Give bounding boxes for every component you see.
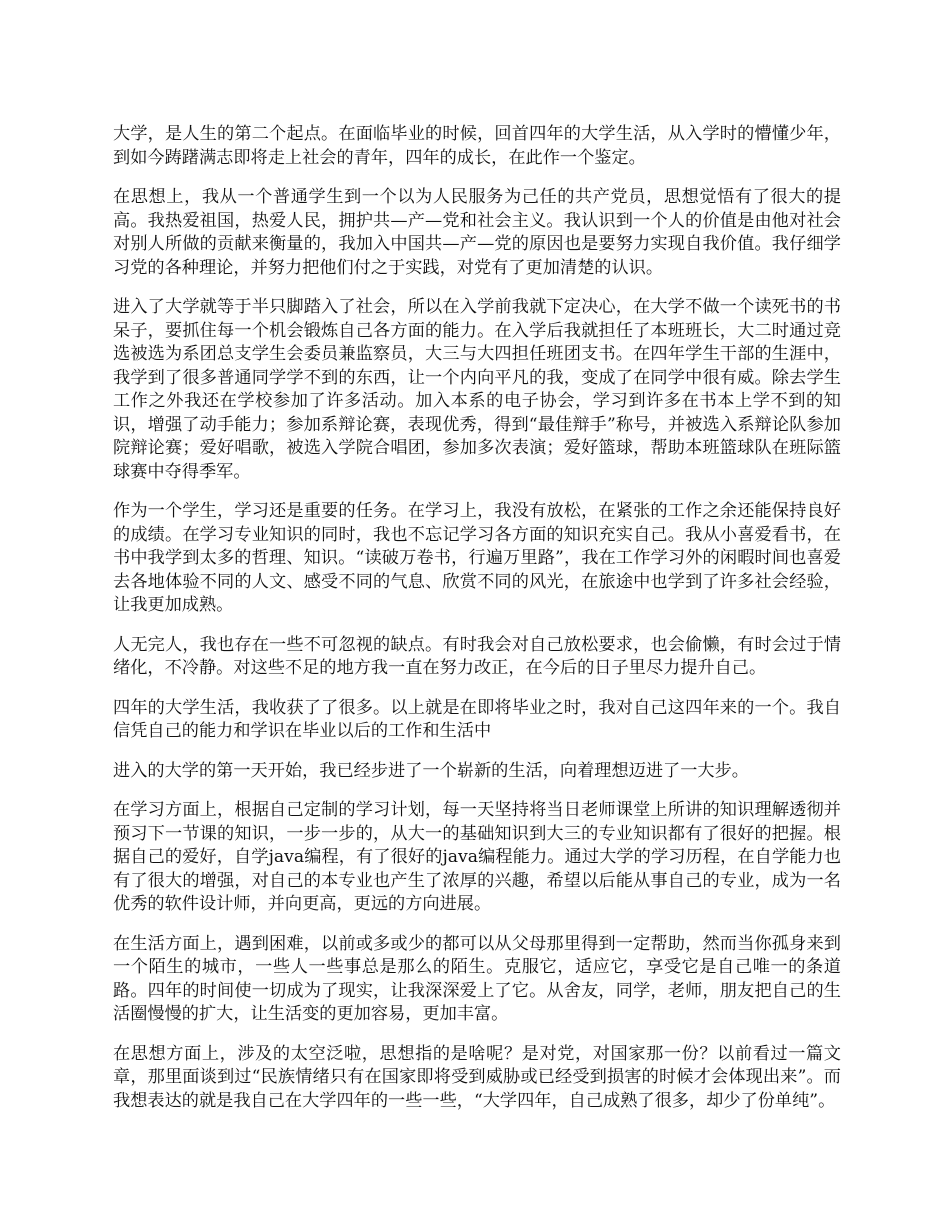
document-body	[113, 123, 841, 1129]
paragraph-6: 四年的大学生活，我收获了了很多。以上就是在即将毕业之时，我对自己这四年来的一个。我自信凭自己的能力和学识在毕业以后的工作和生活中	[113, 697, 841, 741]
paragraph-1: 大学，是人生的第二个起点。在面临毕业的时候，回首四年的大学生活，从入学时的懵懂少年，到如今踌躇满志即将走上社会的青年，四年的成长，在此作一个鉴定。	[113, 124, 841, 168]
paragraph-3: 进入了大学就等于半只脚踏入了社会，所以在入学前我就下定决心，在大学不做一个读死书的书呆子，要抓住每一个机会锻炼自己各方面的能力。在入学后我就担任了本班班长，大二时通过竞选被选为系团总支学生会委员兼监察员，大三与大四担任班团支书。在四年学生干部的生涯中，我学到了很多普通同学学不到的东西，让一个内向平凡的我，变成了在同学中很有威。除去学生工作之外我还在学校参加了许多活动。加入本系的电子协会，学习到许多在书本上学不到的知识，增强了动手能力；参加系辩论赛，表现优秀，得到“最佳辩手”称号，并被选入系辩论队参加院辩论赛；爱好唱歌，被选入学院合唱团，参加多次表演；爱好篮球，帮助本班篮球队在班际篮球赛中夺得季军。	[113, 297, 841, 482]
paragraph-9: 在生活方面上，遇到困难，以前或多或少的都可以从父母那里得到一定帮助，然而当你孤身来到一个陌生的城市，一些人一些事总是那么的陌生。克服它，适应它，享受它是自己唯一的条道路。四年的时间使一切成为了现实，让我深深爱上了它。从舍友，同学，老师，朋友把自己的生活圈慢慢的扩大，让生活变的更加容易，更加丰富。	[113, 933, 841, 1024]
paragraph-10: 在思想方面上，涉及的太空泛啦，思想指的是啥呢？是对党，对国家那一份？以前看过一篇文章，那里面谈到过“民族情绪只有在国家即将受到威胁或已经受到损害的时候才会体现出来”。而我想表达的就是我自己在大学四年的一些一些，“大学四年，自己成熟了很多，却少了份单纯”。	[113, 1043, 841, 1111]
paragraph-5: 人无完人，我也存在一些不可忽视的缺点。有时我会对自己放松要求，也会偷懒，有时会过于情绪化，不冷静。对这些不足的地方我一直在努力改正，在今后的日子里尽力提升自己。	[113, 634, 841, 678]
paragraph-8: 在学习方面上，根据自己定制的学习计划，每一天坚持将当日老师课堂上所讲的知识理解透彻并预习下一节课的知识，一步一步的，从大一的基础知识到大三的专业知识都有了很好的把握。根据自己的爱好，自学java编程，有了很好的java编程能力。通过大学的学习历程，在自学能力也有了很大的增强，对自己的本专业也产生了浓厚的兴趣，希望以后能从事自己的专业，成为一名优秀的软件设计师，并向更高，更远的方向进展。	[113, 800, 841, 914]
paragraph-2: 在思想上，我从一个普通学生到一个以为人民服务为己任的共产党员，思想觉悟有了很大的提高。我热爱祖国，热爱人民，拥护共—产—党和社会主义。我认识到一个人的价值是由他对社会对别人所做的贡献来衡量的，我加入中国共—产—党的原因也是要努力实现自我价值。我仔细学习党的各种理论，并努力把他们付之于实践，对党有了更加清楚的认识。	[113, 187, 841, 278]
paragraph-4: 作为一个学生，学习还是重要的任务。在学习上，我没有放松，在紧张的工作之余还能保持良好的成绩。在学习专业知识的同时，我也不忘记学习各方面的知识充实自己。我从小喜爱看书，在书中我学到太多的哲理、知识。“读破万卷书，行遍万里路”，我在工作学习外的闲暇时间也喜爱去各地体验不同的人文、感受不同的气息、欣赏不同的风光，在旅途中也学到了许多社会经验，让我更加成熟。	[113, 501, 841, 615]
paragraph-7: 进入的大学的第一天开始，我已经步进了一个崭新的生活，向着理想迈进了一大步。	[113, 760, 749, 781]
